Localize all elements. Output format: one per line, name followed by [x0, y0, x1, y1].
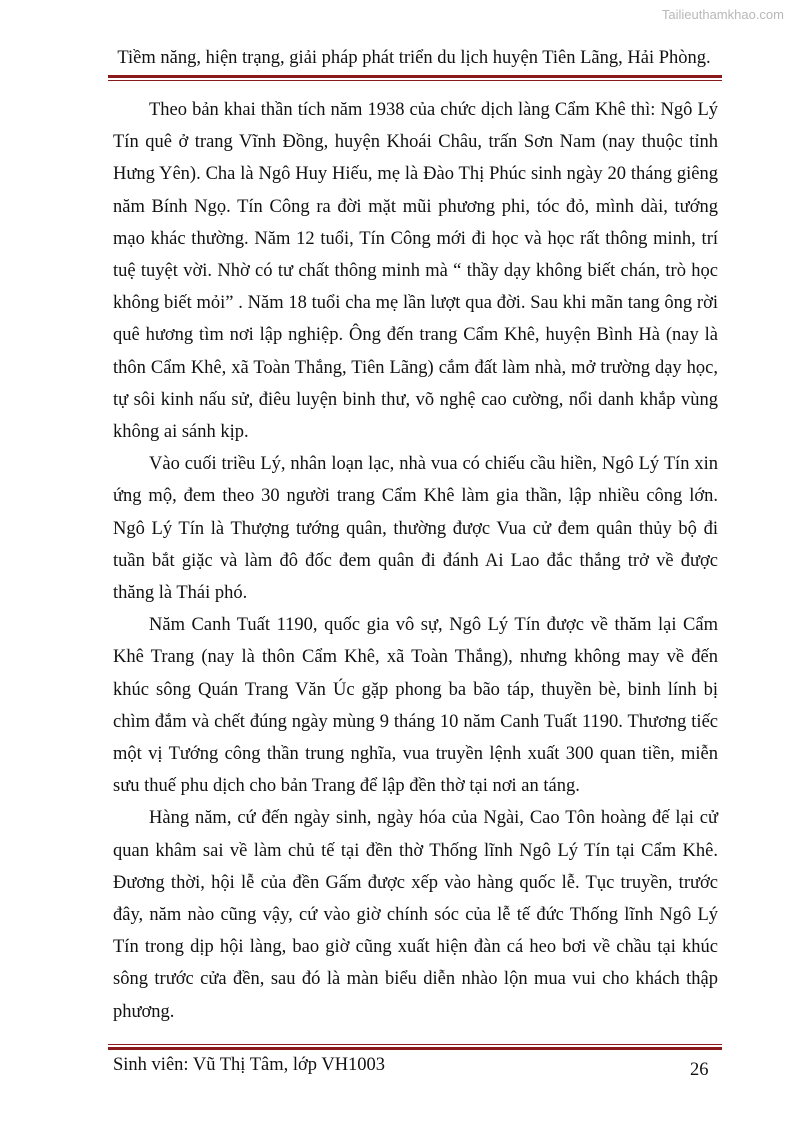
page-number: 26	[690, 1060, 709, 1080]
watermark: Tailieuthamkhao.com	[661, 7, 784, 22]
footer-rule-thin	[108, 1044, 722, 1045]
paragraph: Hàng năm, cứ đến ngày sinh, ngày hóa của Ngài, Cao Tôn hoàng đế lại cử quan khâm sai về làm chủ tế tại đền thờ Thống lĩnh Ngô Lý Tín tại Cẩm Khê. Đương thời, hội lễ của đền Gấm được xếp vào hàng quốc lễ. Tục truyền, trước đây, năm nào cũng vậy, cứ vào giờ chính sóc của lễ tế đức Thống lĩnh Ngô Lý Tín trong dịp hội làng, bao giờ cũng xuất hiện đàn cá heo bơi về chầu tại khúc sông trước cửa đền, sau đó là màn biểu diễn nhào lộn mua vui cho khách thập phương.	[113, 808, 718, 1022]
header-rule-thick	[108, 75, 722, 78]
footer-student-info: Sinh viên: Vũ Thị Tâm, lớp VH1003	[113, 1055, 386, 1075]
footer-rule-thick	[108, 1047, 722, 1050]
header-rule-thin	[108, 80, 722, 81]
paragraph: Vào cuối triều Lý, nhân loạn lạc, nhà vua có chiếu cầu hiền, Ngô Lý Tín xin ứng mộ, đem theo 30 người trang Cẩm Khê làm gia thần, lập nhiều công lớn. Ngô Lý Tín là Thượng tướng quân, thường được Vua cử đem quân thủy bộ đi tuần bắt giặc và làm đô đốc đem quân đi đánh Ai Lao đắc thắng trở về được thăng là Thái phó.	[113, 454, 718, 604]
paragraph: Theo bản khai thần tích năm 1938 của chức dịch làng Cẩm Khê thì: Ngô Lý Tín quê ở trang Vĩnh Đồng, huyện Khoái Châu, trấn Sơn Nam (nay thuộc tỉnh Hưng Yên). Cha là Ngô Huy Hiếu, mẹ là Đào Thị Phúc sinh ngày 20 tháng giêng năm Bính Ngọ. Tín Công ra đời mặt mũi phương phi, tóc đỏ, mình dài, tướng mạo khác thường. Năm 12 tuổi, Tín Công mới đi học và học rất thông minh, trí tuệ tuyệt vời. Nhờ có tư chất thông minh mà “ thầy dạy không biết chán, trò học không biết mỏi” . Năm 18 tuổi cha mẹ lần lượt qua đời. Sau khi mãn tang ông rời quê hương tìm nơi lập nghiệp. Ông đến trang Cẩm Khê, huyện Bình Hà (nay là thôn Cẩm Khê, xã Toàn Thắng, Tiên Lãng) cắm đất làm nhà, mở trường dạy học, tự sôi kinh nấu sử, điêu luyện binh thư, võ nghệ cao cường, nổi danh khắp vùng không ai sánh kịp.	[113, 100, 718, 443]
paragraph: Năm Canh Tuất 1190, quốc gia vô sự, Ngô Lý Tín được về thăm lại Cẩm Khê Trang (nay là thôn Cẩm Khê, xã Toàn Thắng), nhưng không may về đến khúc sông Quán Trang Văn Úc gặp phong ba bão táp, thuyền bè, binh lính bị chìm đắm và chết đúng ngày mùng 9 tháng 10 năm Canh Tuất 1190. Thương tiếc một vị Tướng công thần trung nghĩa, vua truyền lệnh xuất 300 quan tiền, miễn sưu thuế phu dịch cho bản Trang để lập đền thờ tại nơi an táng.	[113, 615, 718, 797]
page-header-title: Tiềm năng, hiện trạng, giải pháp phát triển du lịch huyện Tiên Lãng, Hải Phòng.	[117, 48, 711, 68]
document-body	[113, 94, 718, 1028]
